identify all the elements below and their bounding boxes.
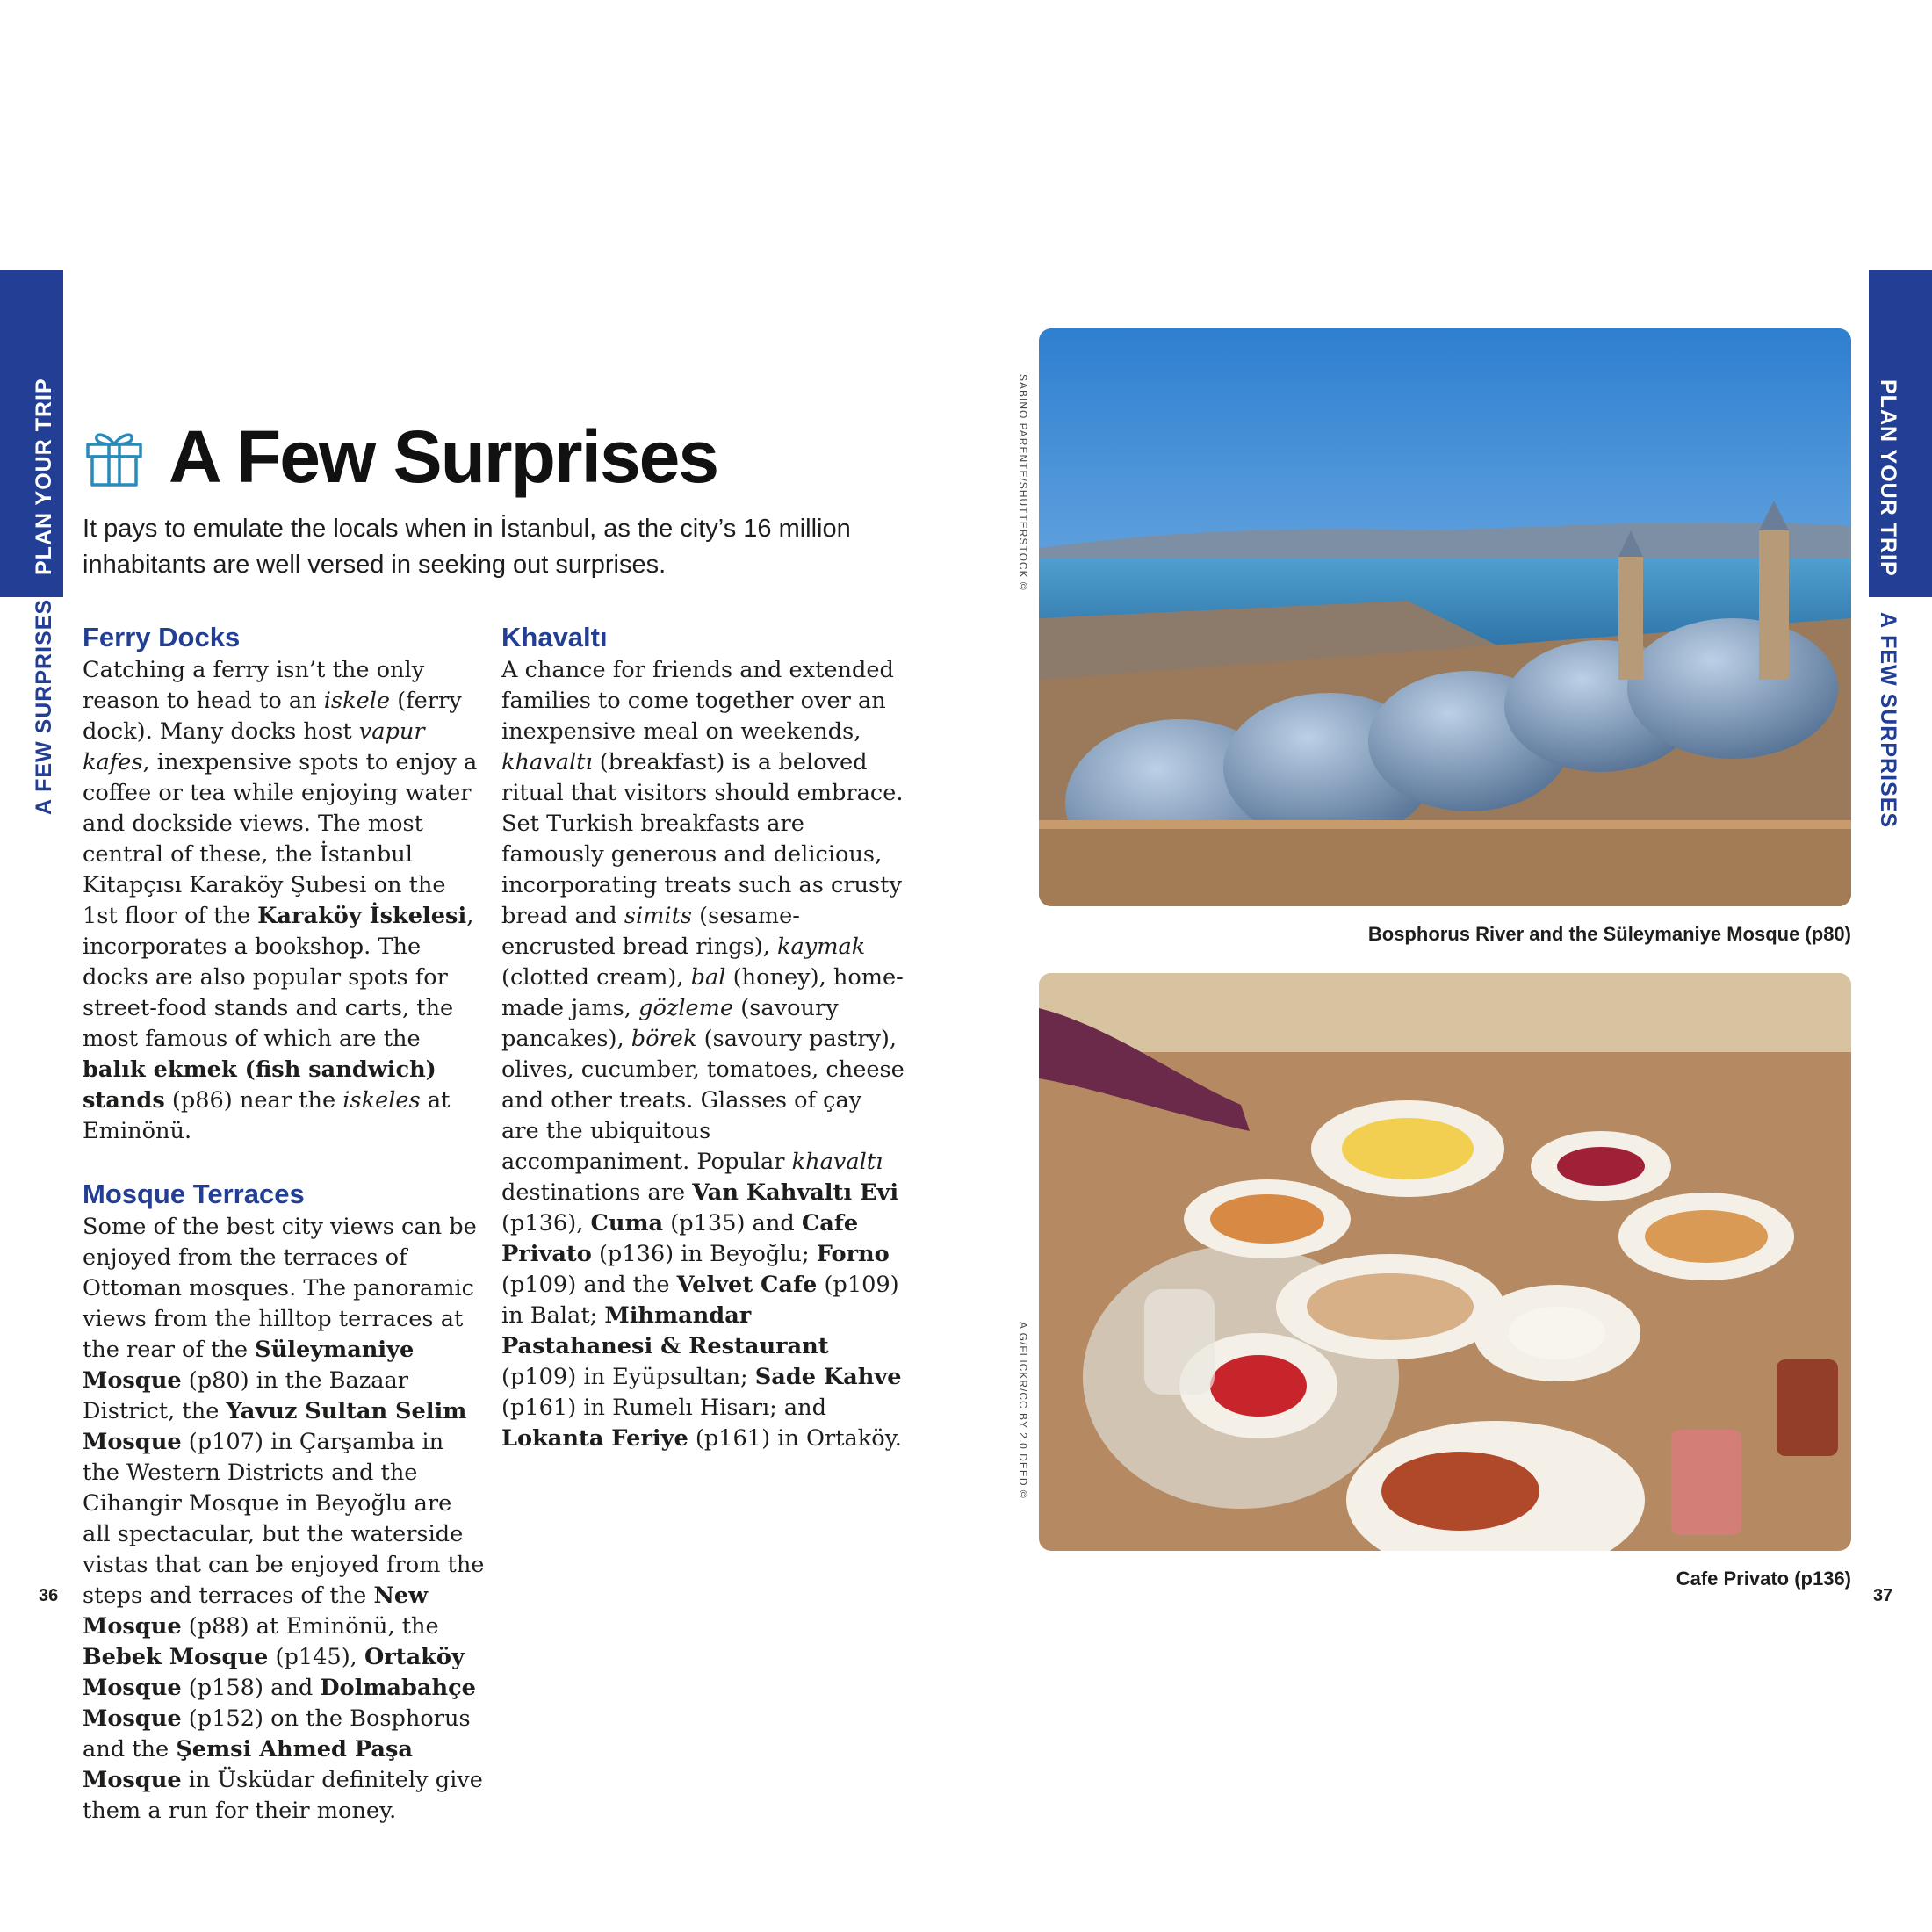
heading-ferry-docks: Ferry Docks [83,622,241,652]
intro-paragraph: It pays to emulate the locals when in İstanbul, as the city’s 16 million inhabitants are well versed in seeking out surprises. [83,515,851,579]
page-number-left: 36 [39,1586,59,1605]
heading-khavalti: Khavaltı [501,622,608,652]
page-number-right: 37 [1873,1586,1893,1605]
page-header [83,415,717,499]
text-column-2 [501,620,905,1454]
section-label-left: A FEW SURPRISES [32,598,56,815]
photo-bosphorus [1039,328,1851,906]
photo-credit-top: SABINO PARENTE/SHUTTERSTOCK © [1017,374,1029,591]
paragraph-ferry-docks: Catching a ferry isn’t the only reason to head to an iskele (ferry dock). Many docks host vapur kafes, inexpensive spots to enjoy a coffee or tea while enjoying water and dockside views. The most central of these, the İstanbul Kitapçısı Karaköy Şubesi on the 1st floor of the Karaköy İskelesi, incorporates a bookshop. The docks are also popular spots for street-food stands and carts, the most famous of which are the balık ekmek (fish sandwich) stands (p86) near the iskeles at Eminönü. [83,657,478,1144]
paragraph-khavalti: A chance for friends and extended families to come together over an inexpensive meal on weekends, khavaltı (breakfast) is a beloved ritual that visitors should embrace. Set Turkish breakfasts are famously generous and delicious, incorporating treats such as crusty bread and simits (sesame-encrusted bread rings), kaymak (clotted cream), bal (honey), home-made jams, gözleme (savoury pancakes), börek (savoury pastry), olives, cucumber, tomatoes, cheese and other treats. Glasses of çay are the ubiquitous accompaniment. Popular khavaltı destinations are Van Kahvaltı Evi (p136), Cuma (p135) and Cafe Privato (p136) in Beyoğlu; Forno (p109) and the Velvet Cafe (p109) in Balat; Mihmandar Pastahanesi & Restaurant (p109) in Eyüpsultan; Sade Kahve (p161) in Rumelı Hisarı; and Lokanta Feriye (p161) in Ortaköy. [501,657,905,1452]
photo-credit-bottom: A G/FLICKR/CC BY 2.0 DEED © [1017,1322,1029,1499]
photo-caption-top: Bosphorus River and the Süleymaniye Mosque (p80) [1367,923,1851,945]
gift-icon [83,425,146,488]
tab-label-left: PLAN YOUR TRIP [32,378,56,575]
paragraph-mosque-terraces: Some of the best city views can be enjoyed from the terraces of Ottoman mosques. The panoramic views from the hilltop terraces at the rear of the Süleymaniye Mosque (p80) in the Bazaar District, the Yavuz Sultan Selim Mosque (p107) in Çarşamba in the Western Districts and the Cihangir Mosque in Beyoğlu are all spectacular, but the waterside vistas that can be enjoyed from the steps and terraces of the New Mosque (p88) at Eminönü, the Bebek Mosque (p145), Ortaköy Mosque (p158) and Dolmabahçe Mosque (p152) on the Bosphorus and the Şemsi Ahmed Paşa Mosque in Üsküdar definitely give them a run for their money. [83,1214,485,1824]
page-title: A Few Surprises [169,415,718,498]
text-column-1 [83,620,487,1827]
section-label-right: A FEW SURPRISES [1876,612,1900,829]
tab-label-right: PLAN YOUR TRIP [1876,379,1900,577]
photo-cafe-privato [1039,973,1851,1551]
heading-mosque-terraces: Mosque Terraces [83,1179,305,1209]
photo-caption-bottom: Cafe Privato (p136) [1676,1568,1851,1590]
